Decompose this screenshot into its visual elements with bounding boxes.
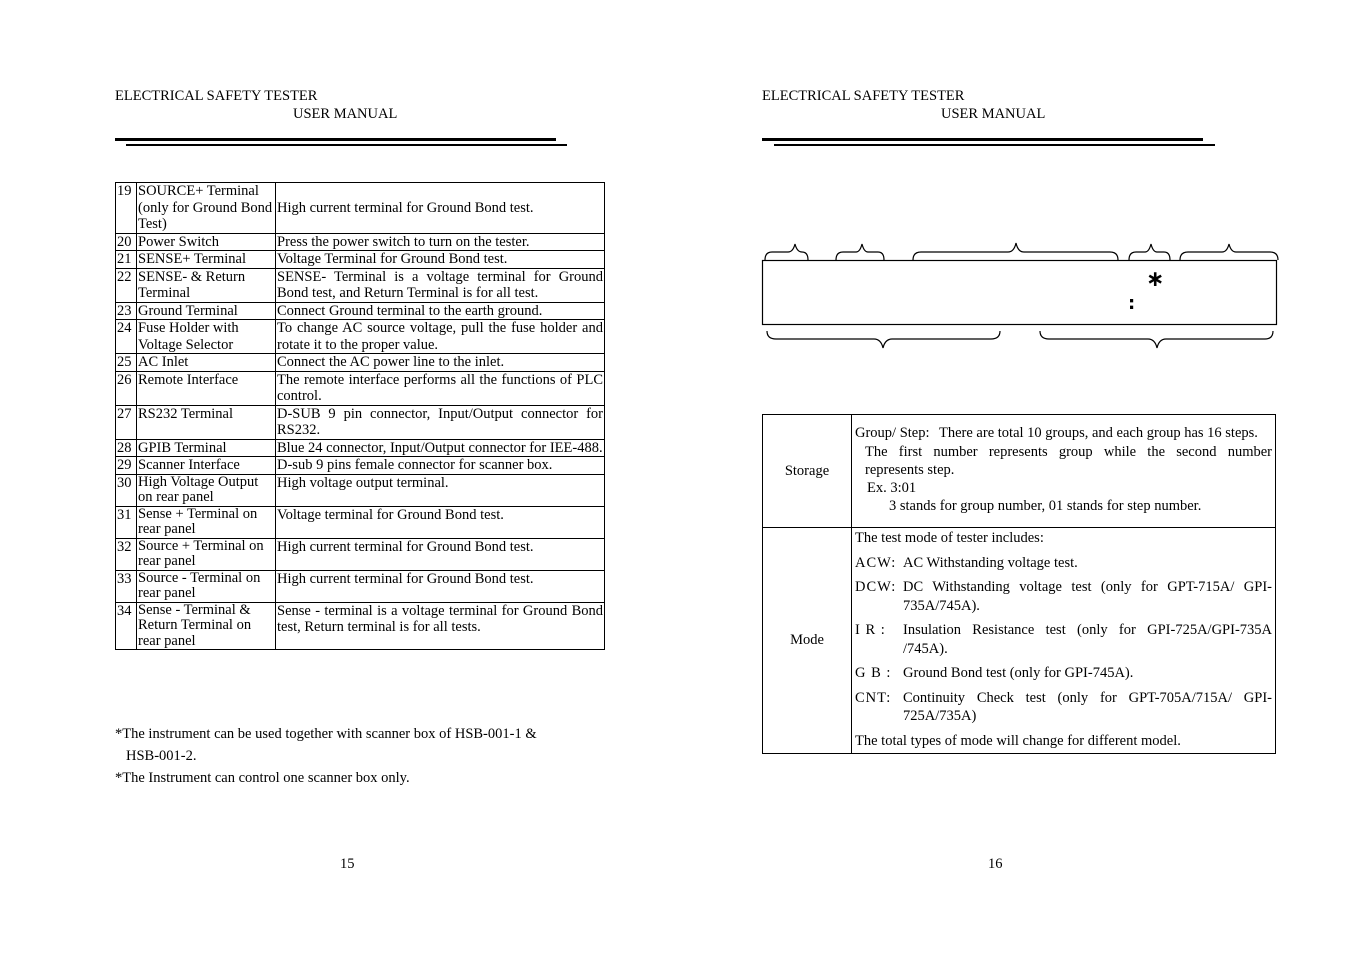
spec-row-description: High current terminal for Ground Bond test. [276, 538, 605, 570]
spec-row-name: Sense - Terminal & Return Terminal on rear panel [137, 602, 276, 650]
spec-row-name: SENSE+ Terminal [137, 251, 276, 269]
spec-row [116, 457, 605, 475]
spec-row-name: RS232 Terminal [137, 405, 276, 439]
spec-row-number: 26 [116, 371, 137, 405]
right-page-number: 16 [988, 856, 1003, 872]
spec-row-description: High current terminal for Ground Bond test. [276, 570, 605, 602]
left-page-number: 15 [340, 856, 355, 872]
lcd-display-frame [763, 261, 1277, 325]
storage-row [763, 415, 1276, 528]
spec-row-number: 30 [116, 474, 137, 506]
right-header-rule-thin [774, 144, 1215, 146]
spec-row [116, 183, 605, 234]
lcd-star-symbol: ∗ [1146, 267, 1165, 292]
storage-key: Group/ Step: [855, 425, 930, 442]
spec-row-name: Scanner Interface [137, 457, 276, 475]
spec-row-name: Ground Terminal [137, 302, 276, 320]
spec-row-number: 20 [116, 233, 137, 251]
mode-item-desc: Insulation Resistance test (only for GPI-725A/GPI-735A /745A). [903, 622, 1272, 657]
spec-row-name: GPIB Terminal [137, 439, 276, 457]
storage-example: Ex. 3:01 [867, 480, 917, 497]
storage-label: Storage [763, 415, 852, 528]
spec-row-number: 22 [116, 268, 137, 302]
spec-row-number: 28 [116, 439, 137, 457]
brace-top-2 [836, 244, 884, 260]
brace-top-1 [765, 244, 808, 260]
spec-row-name: Remote Interface [137, 371, 276, 405]
mode-item-key: CNT: [855, 689, 892, 706]
spec-row-number: 29 [116, 457, 137, 475]
spec-row-name: Source + Terminal on rear panel [137, 538, 276, 570]
mode-item [855, 578, 1272, 615]
spec-row-description: SENSE- Terminal is a voltage terminal for Ground Bond test, and Return Terminal is for all test. [277, 268, 603, 301]
terminal-spec-table [115, 182, 605, 650]
spec-row-name: High Voltage Output on rear panel [137, 474, 276, 506]
spec-row-name: SENSE- & Return Terminal [137, 268, 276, 302]
mode-desc [852, 528, 1276, 754]
mode-item [855, 621, 1272, 658]
scanner-note-1 [115, 723, 537, 745]
spec-row [116, 602, 605, 650]
spec-row [116, 371, 605, 405]
spec-row-name: Source - Terminal on rear panel [137, 570, 276, 602]
storage-mode-table [762, 414, 1276, 754]
spec-row-description: Press the power switch to turn on the tester. [276, 233, 605, 251]
spec-row-number: 23 [116, 302, 137, 320]
spec-row [116, 538, 605, 570]
spec-row-number: 34 [116, 602, 137, 650]
spec-row-description: High voltage output terminal. [276, 474, 605, 506]
brace-top-4 [1129, 244, 1170, 260]
right-header-title: ELECTRICAL SAFETY TESTER [762, 88, 965, 104]
mode-intro: The test mode of tester includes: [855, 530, 1044, 546]
spec-row-number: 19 [116, 183, 137, 234]
spec-row-name: Power Switch [137, 233, 276, 251]
spec-row-description: High current terminal for Ground Bond test. [276, 183, 605, 234]
spec-row-number: 27 [116, 405, 137, 439]
storage-line1: There are total 10 groups, and each group has 16 steps. [939, 425, 1258, 442]
scanner-note-1-line2: HSB-001-2. [126, 748, 197, 764]
spec-row-number: 32 [116, 538, 137, 570]
left-header-subtitle: USER MANUAL [293, 106, 398, 122]
mode-item-desc: Ground Bond test (only for GPI-745A). [903, 665, 1134, 681]
spec-row-name: AC Inlet [137, 354, 276, 372]
spec-row-number: 31 [116, 506, 137, 538]
lcd-colon-symbol: : [1128, 293, 1136, 314]
spec-row-description: Blue 24 connector, Input/Output connector for IEE-488. [277, 439, 603, 456]
spec-row-description: To change AC source voltage, pull the fuse holder and rotate it to the proper value. [277, 320, 603, 353]
brace-bottom-2 [1040, 331, 1273, 348]
mode-item-key: I R : [855, 622, 886, 638]
mode-label: Mode [763, 528, 852, 754]
mode-item [855, 689, 1272, 726]
storage-line2: The first number represents group while the second number represents step. [865, 443, 1272, 478]
spec-row-description: Sense - terminal is a voltage terminal for Ground Bond test, Return terminal is for all tests. [276, 602, 605, 650]
spec-row-description: D-sub 9 pins female connector for scanner box. [276, 457, 605, 475]
mode-item [855, 664, 1272, 683]
spec-row-description: The remote interface performs all the functions of PLC control. [277, 371, 603, 404]
spec-row-name: SOURCE+ Terminal (only for Ground Bond Test) [137, 183, 276, 234]
storage-desc [852, 415, 1276, 528]
spec-row-description: Connect the AC power line to the inlet. [276, 354, 605, 372]
mode-item [855, 554, 1272, 573]
right-header-subtitle: USER MANUAL [941, 106, 1046, 122]
spec-row-number: 33 [116, 570, 137, 602]
left-header-title: ELECTRICAL SAFETY TESTER [115, 88, 318, 104]
scanner-note-2: *The Instrument can control one scanner box only. [115, 770, 410, 786]
mode-item-desc: Continuity Check test (only for GPT-705A/715A/ GPI-725A/735A) [903, 689, 1272, 724]
brace-bottom-1 [767, 331, 1000, 348]
spec-row [116, 439, 605, 457]
mode-item-key: DCW: [855, 579, 897, 595]
spec-row-name: Sense + Terminal on rear panel [137, 506, 276, 538]
brace-top-5 [1180, 244, 1278, 260]
spec-row-description: Voltage Terminal for Ground Bond test. [276, 251, 605, 269]
spec-row [116, 302, 605, 320]
scanner-note-1-line1: *The instrument can be used together with scanner box of HSB-001-1 & [115, 726, 537, 742]
right-header-rule-thick [762, 138, 1203, 141]
spec-row-number: 25 [116, 354, 137, 372]
mode-row [763, 528, 1276, 754]
spec-row [116, 354, 605, 372]
mode-item-desc: AC Withstanding voltage test. [903, 554, 1078, 571]
spec-row-description: Voltage terminal for Ground Bond test. [276, 506, 605, 538]
lcd-display-diagram [760, 238, 1282, 352]
spec-row-description: D-SUB 9 pin connector, Input/Output connector for RS232. [277, 405, 603, 438]
spec-row [116, 233, 605, 251]
scanner-note-1-cont [126, 745, 197, 767]
spec-row [116, 320, 605, 354]
mode-outro: The total types of mode will change for different model. [855, 732, 1181, 749]
storage-example-explain: 3 stands for group number, 01 stands for step number. [889, 498, 1202, 515]
spec-row [116, 506, 605, 538]
mode-item-key: G B : [855, 665, 892, 681]
spec-row-number: 24 [116, 320, 137, 354]
spec-row-number: 21 [116, 251, 137, 269]
spec-row [116, 405, 605, 439]
spec-row [116, 251, 605, 269]
left-header-rule-thin [126, 144, 567, 146]
mode-item-desc: DC Withstanding voltage test (only for GPT-715A/ GPI-735A/745A). [903, 579, 1272, 614]
left-header-rule-thick [115, 138, 556, 141]
spec-row [116, 474, 605, 506]
spec-row-name: Fuse Holder with Voltage Selector [137, 320, 276, 354]
spec-row [116, 268, 605, 302]
brace-top-3 [913, 243, 1118, 260]
spec-row [116, 570, 605, 602]
spec-row-description: Connect Ground terminal to the earth ground. [276, 302, 605, 320]
mode-item-key: ACW: [855, 554, 897, 571]
